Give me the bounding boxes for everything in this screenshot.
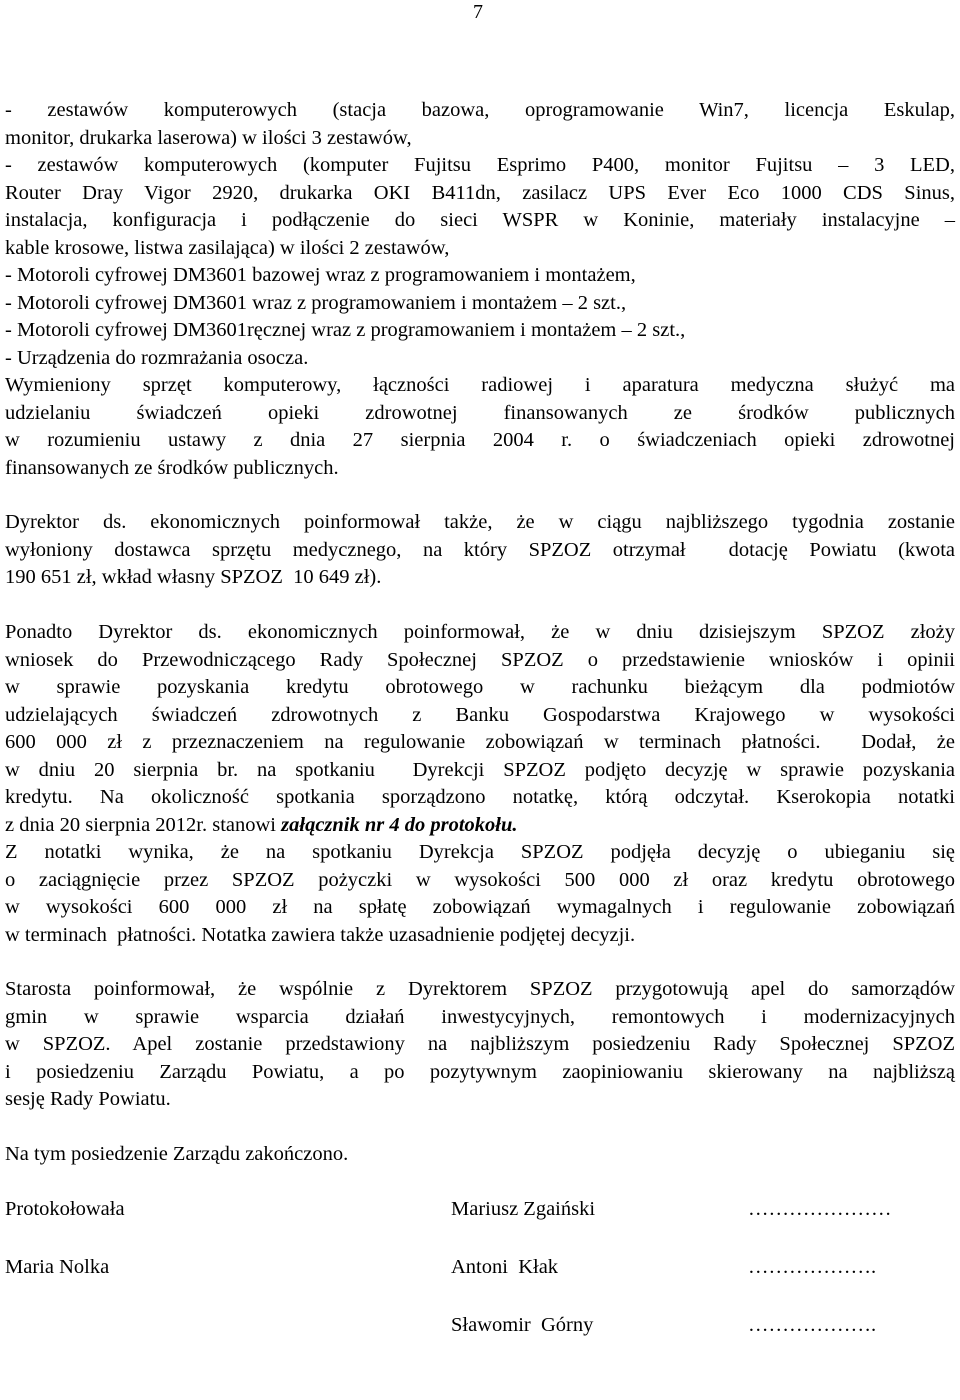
list-item: - Motoroli cyfrowej DM3601 bazowej wraz z programowaniem i montażem, xyxy=(5,264,636,286)
list-item: - Urządzenia do rozmrażania osocza. xyxy=(5,347,309,369)
list-item: - Motoroli cyfrowej DM3601 wraz z programowaniem i montażem – 2 szt., xyxy=(5,292,627,314)
member-name: Sławomir Górny xyxy=(451,1314,594,1336)
text-line: Z notatki wynika, że na spotkaniu Dyrekcja SPZOZ podjęła decyzję o ubieganiu się xyxy=(5,841,955,863)
member-name: Mariusz Zgaiński xyxy=(451,1198,596,1220)
attachment-reference: załącznik nr 4 do protokołu. xyxy=(281,814,518,836)
text-line: kredytu. Na okoliczność spotkania sporządzono notatkę, którą odczytał. Kserokopia notatki xyxy=(5,786,955,808)
text-line: - zestawów komputerowych (komputer Fujitsu Esprimo P400, monitor Fujitsu – 3 LED, xyxy=(5,154,955,176)
text-line: Dyrektor ds. ekonomicznych poinformował także, że w ciągu najbliższego tygodnia zostanie xyxy=(5,511,955,533)
text-line: 190 651 zł, wkład własny SPZOZ 10 649 zł). xyxy=(5,566,382,588)
text-line: Router Dray Vigor 2920, drukarka OKI B411dn, zasilacz UPS Ever Eco 1000 CDS Sinus, xyxy=(5,182,955,204)
text-line: o zaciągnięcie przez SPZOZ pożyczki w wysokości 500 000 zł oraz kredytu obrotowego xyxy=(5,869,955,891)
text-span: z dnia 20 sierpnia 2012r. stanowi xyxy=(5,814,282,836)
signature-line: ………………… xyxy=(748,1198,892,1220)
signature-line: ………………. xyxy=(748,1256,877,1278)
text-line: w rozumieniu ustawy z dnia 27 sierpnia 2004 r. o świadczeniach opieki zdrowotnej xyxy=(5,429,955,451)
text-line: monitor, drukarka laserowa) w ilości 3 zestawów, xyxy=(5,127,412,149)
text-line: udzielających świadczeń zdrowotnych z Banku Gospodarstwa Krajowego w wysokości xyxy=(5,704,955,726)
page-number: 7 xyxy=(473,1,483,23)
text-line: w sprawie pozyskania kredytu obrotowego w rachunku bieżącym dla podmiotów xyxy=(5,676,955,698)
text-line: i posiedzeniu Zarządu Powiatu, a po pozytywnym zaopiniowaniu skierowany na najbliższą xyxy=(5,1061,955,1083)
text-line: Ponadto Dyrektor ds. ekonomicznych poinformował, że w dniu dzisiejszym SPZOZ złoży xyxy=(5,621,955,643)
closing-statement: Na tym posiedzenie Zarządu zakończono. xyxy=(5,1143,349,1165)
text-line: instalacja, konfiguracja i podłączenie do sieci WSPR w Koninie, materiały instalacyjne – xyxy=(5,209,955,231)
text-line: w terminach płatności. Notatka zawiera także uzasadnienie podjętej decyzji. xyxy=(5,924,636,946)
text-line: Wymieniony sprzęt komputerowy, łączności radiowej i aparatura medyczna służyć ma xyxy=(5,374,955,396)
text-line: sesję Rady Powiatu. xyxy=(5,1088,171,1110)
text-line: 600 000 zł z przeznaczeniem na regulowanie zobowiązań w terminach płatności. Dodał, że xyxy=(5,731,955,753)
recorder-name: Maria Nolka xyxy=(5,1256,110,1278)
text-line: kable krosowe, listwa zasilająca) w ilości 2 zestawów, xyxy=(5,237,450,259)
text-line: wniosek do Przewodniczącego Rady Społecznej SPZOZ o przedstawienie wniosków i opinii xyxy=(5,649,955,671)
list-item: - Motoroli cyfrowej DM3601ręcznej wraz z programowaniem i montażem – 2 szt., xyxy=(5,319,686,341)
text-line xyxy=(5,813,955,837)
text-line: w SPZOZ. Apel zostanie przedstawiony na najbliższym posiedzeniu Rady Społecznej SPZOZ xyxy=(5,1033,955,1055)
recorder-label: Protokołowała xyxy=(5,1198,125,1220)
text-line: udzielaniu świadczeń opieki zdrowotnej finansowanych ze środków publicznych xyxy=(5,402,955,424)
member-name: Antoni Kłak xyxy=(451,1256,559,1278)
text-line: - zestawów komputerowych (stacja bazowa, oprogramowanie Win7, licencja Eskulap, xyxy=(5,99,955,121)
text-line: wyłoniony dostawca sprzętu medycznego, na który SPZOZ otrzymał dotację Powiatu (kwota xyxy=(5,539,955,561)
text-line: gmin w sprawie wsparcia działań inwestycyjnych, remontowych i modernizacyjnych xyxy=(5,1006,955,1028)
text-line: w dniu 20 sierpnia br. na spotkaniu Dyrekcji SPZOZ podjęto decyzję w sprawie pozyskania xyxy=(5,759,955,781)
text-line: Starosta poinformował, że wspólnie z Dyrektorem SPZOZ przygotowują apel do samorządów xyxy=(5,978,955,1000)
text-line: w wysokości 600 000 zł na spłatę zobowiązań wymagalnych i regulowanie zobowiązań xyxy=(5,896,955,918)
signature-line: ………………. xyxy=(748,1314,877,1336)
text-line: finansowanych ze środków publicznych. xyxy=(5,457,339,479)
